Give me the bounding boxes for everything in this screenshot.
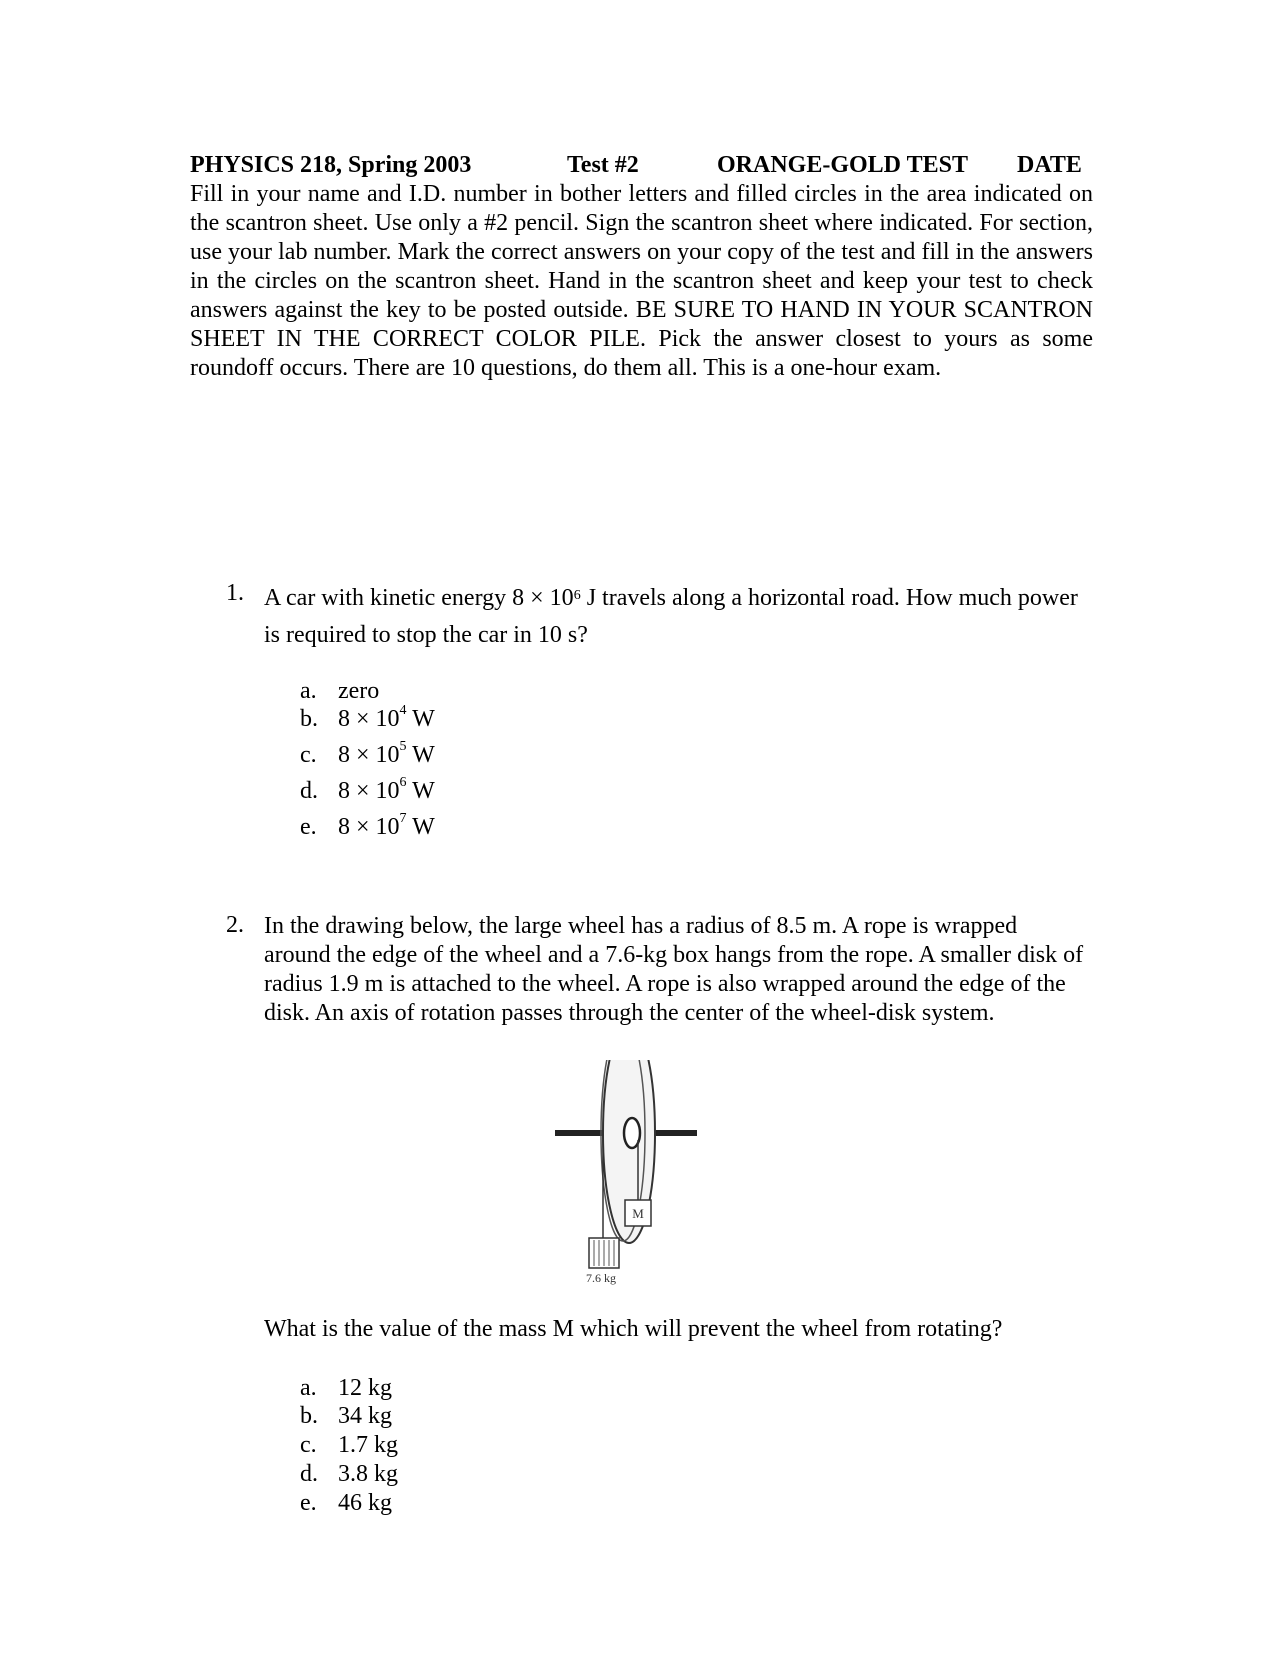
option-unit: W bbox=[406, 814, 435, 840]
option-base: 8 × 10 bbox=[338, 742, 400, 768]
option-text: 1.7 kg bbox=[338, 1432, 398, 1458]
exponent: 6 bbox=[573, 588, 581, 603]
question-1-options bbox=[300, 678, 600, 858]
option-unit: W bbox=[406, 742, 435, 768]
question-2-followup: What is the value of the mass M which will prevent the wheel from rotating? bbox=[264, 1316, 1003, 1342]
option-text bbox=[338, 739, 435, 769]
box-label: 7.6 kg bbox=[586, 1271, 616, 1285]
option-text: 12 kg bbox=[338, 1375, 392, 1401]
date-label: DATE bbox=[1017, 152, 1082, 178]
option-base: 8 × 10 bbox=[338, 706, 400, 732]
question-text-part: J travels along a horizontal road. How much power is required to stop the car in 10 s? bbox=[264, 585, 1078, 648]
instructions-paragraph: Fill in your name and I.D. number in bother letters and filled circles in the area indicated on the scantron sheet. Use only a #2 pencil. Sign the scantron sheet where indicated. For section, use your lab number. Mark the correct answers on your copy of the test and fill in the answers in the circles on the scantron sheet. Hand in the scantron sheet and keep your test to check answers against the key to be posted outside. BE SURE TO HAND IN YOUR SCANTRON SHEET IN THE CORRECT COLOR PILE. Pick the answer closest to yours as some roundoff occurs. There are 10 questions, do them all. This is a one-hour exam. bbox=[190, 181, 1093, 381]
option-unit: W bbox=[406, 778, 435, 804]
test-number: Test #2 bbox=[567, 152, 639, 178]
option-text: 46 kg bbox=[338, 1490, 392, 1516]
question-number: 2. bbox=[226, 912, 244, 938]
option-letter: e. bbox=[300, 814, 317, 840]
question-text-part: A car with kinetic energy 8 × 10 bbox=[264, 585, 574, 611]
option-text bbox=[338, 811, 435, 841]
option-letter: b. bbox=[300, 1403, 318, 1429]
option-letter: d. bbox=[300, 1461, 318, 1487]
test-color: ORANGE-GOLD TEST bbox=[717, 152, 968, 178]
mass-m-label: M bbox=[632, 1206, 644, 1221]
option-letter: d. bbox=[300, 778, 318, 804]
option-base: 8 × 10 bbox=[338, 778, 400, 804]
option-unit: W bbox=[406, 706, 435, 732]
exponent: 4 bbox=[399, 703, 407, 718]
question-text: In the drawing below, the large wheel has a radius of 8.5 m. A rope is wrapped around the edge of the wheel and a 7.6-kg box hangs from the rope. A smaller disk of radius 1.9 m is attached to the wheel. A rope is also wrapped around the edge of the disk. An axis of rotation passes through the center of the wheel-disk system. bbox=[264, 913, 1084, 1026]
option-letter: c. bbox=[300, 742, 317, 768]
exponent: 5 bbox=[399, 739, 407, 754]
option-text bbox=[338, 703, 435, 733]
option-letter: a. bbox=[300, 1375, 317, 1401]
option-letter: e. bbox=[300, 1490, 317, 1516]
option-base: 8 × 10 bbox=[338, 814, 400, 840]
wheel-disk-figure bbox=[553, 1060, 758, 1290]
option-text bbox=[338, 775, 435, 805]
question-number: 1. bbox=[226, 580, 244, 606]
course-title: PHYSICS 218, Spring 2003 bbox=[190, 152, 472, 178]
exponent: 7 bbox=[399, 811, 407, 826]
option-letter: b. bbox=[300, 706, 318, 732]
option-letter: c. bbox=[300, 1432, 317, 1458]
exponent: 6 bbox=[399, 775, 407, 790]
option-text: zero bbox=[338, 678, 380, 704]
option-text: 34 kg bbox=[338, 1403, 392, 1429]
question-text bbox=[264, 580, 1084, 654]
question-2-options bbox=[300, 1375, 600, 1535]
option-letter: a. bbox=[300, 678, 317, 704]
option-text: 3.8 kg bbox=[338, 1461, 398, 1487]
